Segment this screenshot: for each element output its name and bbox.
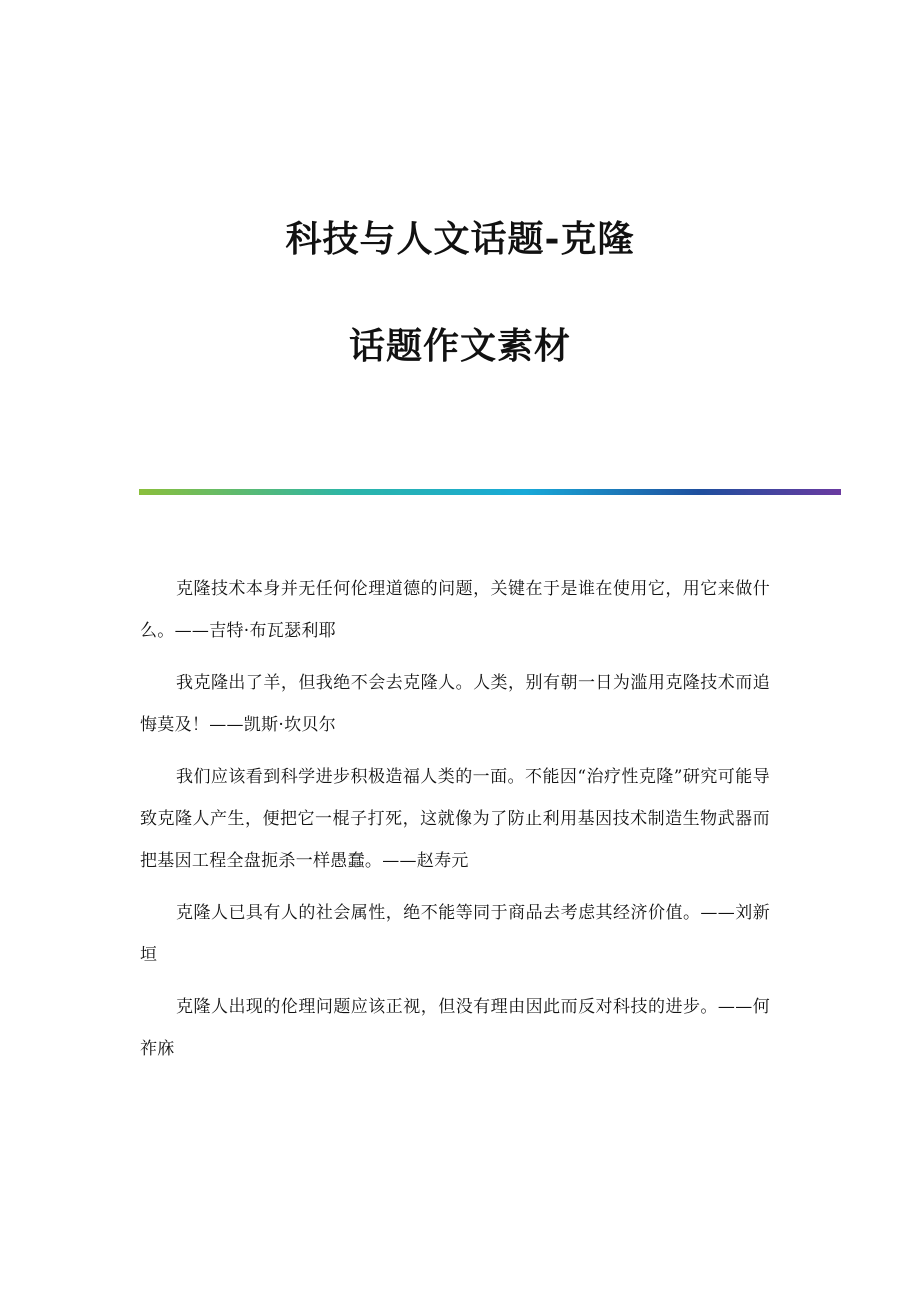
quote-paragraph-4: 克隆人已具有人的社会属性，绝不能等同于商品去考虑其经济价值。——刘新垣 xyxy=(140,903,770,965)
document-body xyxy=(140,568,770,1080)
document-title-line-1: 科技与人文话题-克隆 xyxy=(285,218,635,260)
quote-paragraph-2: 我克隆出了羊，但我绝不会去克隆人。人类，别有朝一日为滥用克隆技术而追悔莫及！——凯斯·坎贝尔 xyxy=(140,673,770,735)
gradient-divider xyxy=(139,489,841,495)
quote-paragraph-1: 克隆技术本身并无任何伦理道德的问题，关键在于是谁在使用它，用它来做什么。——吉特·布瓦瑟利耶 xyxy=(140,579,770,641)
quote-paragraph-3: 我们应该看到科学进步积极造福人类的一面。不能因“治疗性克隆”研究可能导致克隆人产生，便把它一棍子打死，这就像为了防止利用基因技术制造生物武器而把基因工程全盘扼杀一样愚蠢。——赵寿元 xyxy=(140,767,770,871)
quote-paragraph-5: 克隆人出现的伦理问题应该正视，但没有理由因此而反对科技的进步。——何祚庥 xyxy=(140,997,770,1059)
document-title-line-2: 话题作文素材 xyxy=(348,325,571,367)
